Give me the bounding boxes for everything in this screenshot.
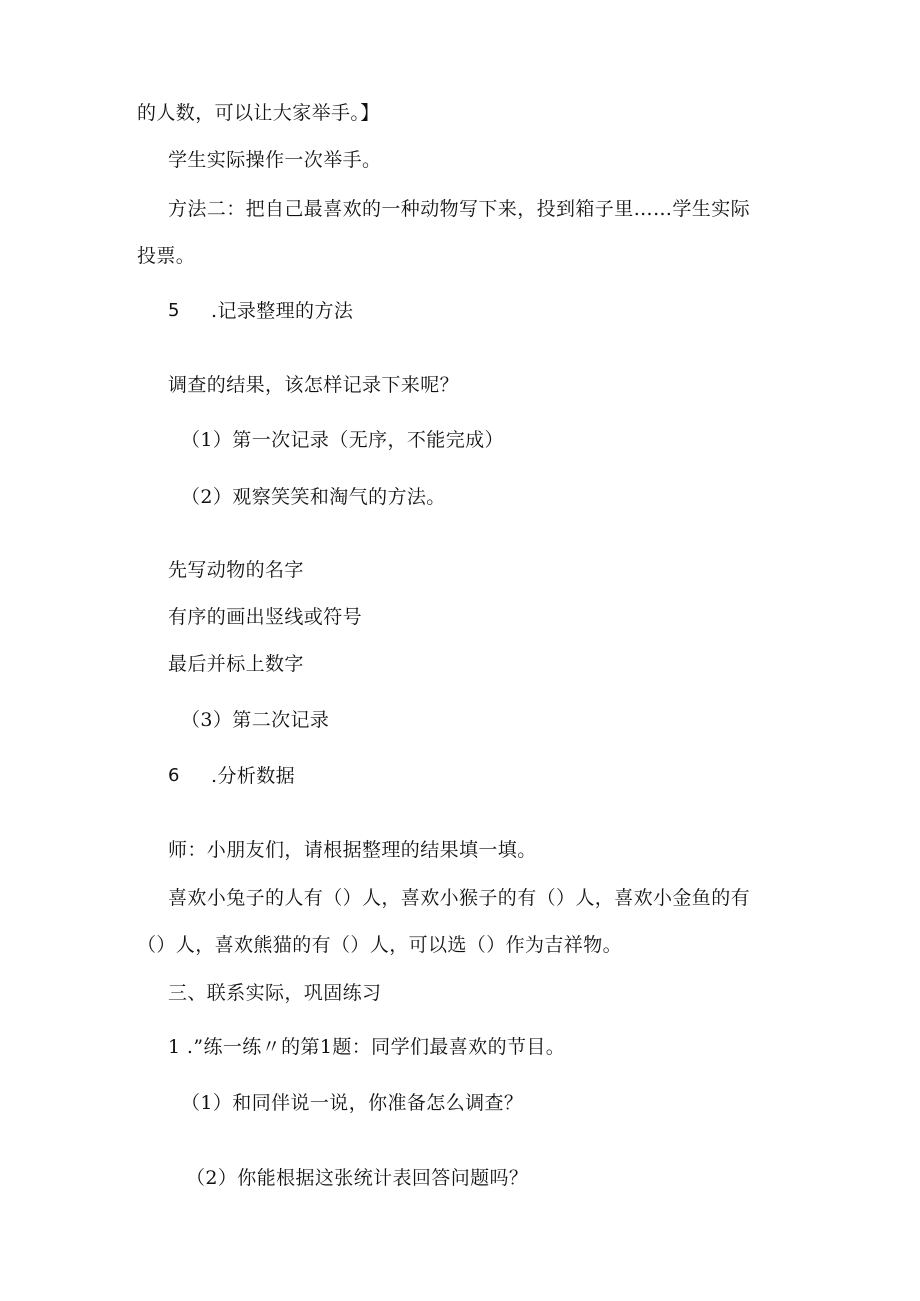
list-item: （1）和同伴说一说，你准备怎么调查？	[181, 1092, 524, 1114]
list-item: （1）第一次记录（无序，不能完成）	[181, 429, 504, 451]
paragraph-line: 喜欢小兔子的人有（）人，喜欢小猴子的有（）人，喜欢小金鱼的有	[168, 887, 751, 909]
paragraph-line: 师：小朋友们，请根据整理的结果填一填。	[168, 839, 537, 861]
paragraph-line: 学生实际操作一次举手。	[168, 149, 382, 171]
section-number: 5	[168, 300, 180, 321]
paragraph-line: 方法二：把自己最喜欢的一种动物写下来，投到箱子里……学生实际	[168, 198, 751, 220]
section-heading-6	[168, 764, 468, 788]
paragraph-line: 的人数，可以让大家举手。】	[137, 102, 380, 124]
section-title: .记录整理的方法	[211, 300, 354, 322]
list-item: （3）第二次记录	[181, 709, 330, 731]
paragraph-line: 先写动物的名字	[168, 559, 304, 581]
paragraph-line: 调查的结果，该怎样记录下来呢？	[168, 374, 460, 396]
list-item: （2）观察笑笑和淘气的方法。	[181, 486, 446, 508]
exercise-heading: 1 .”练一练〃的第1题：同学们最喜欢的节目。	[168, 1036, 566, 1058]
section-number: 6	[168, 765, 180, 786]
paragraph-line: 有序的画出竖线或符号	[168, 606, 363, 628]
list-item: （2）你能根据这张统计表回答问题吗？	[186, 1167, 529, 1189]
section-title: .分析数据	[211, 765, 296, 787]
section-heading-3: 三、联系实际，巩固练习	[168, 982, 382, 1004]
section-heading-5	[168, 299, 468, 323]
paragraph-line: 最后并标上数字	[168, 653, 304, 675]
paragraph-line: 投票。	[137, 245, 196, 267]
paragraph-line: （）人，喜欢熊猫的有（）人，可以选（）作为吉祥物。	[137, 934, 623, 956]
